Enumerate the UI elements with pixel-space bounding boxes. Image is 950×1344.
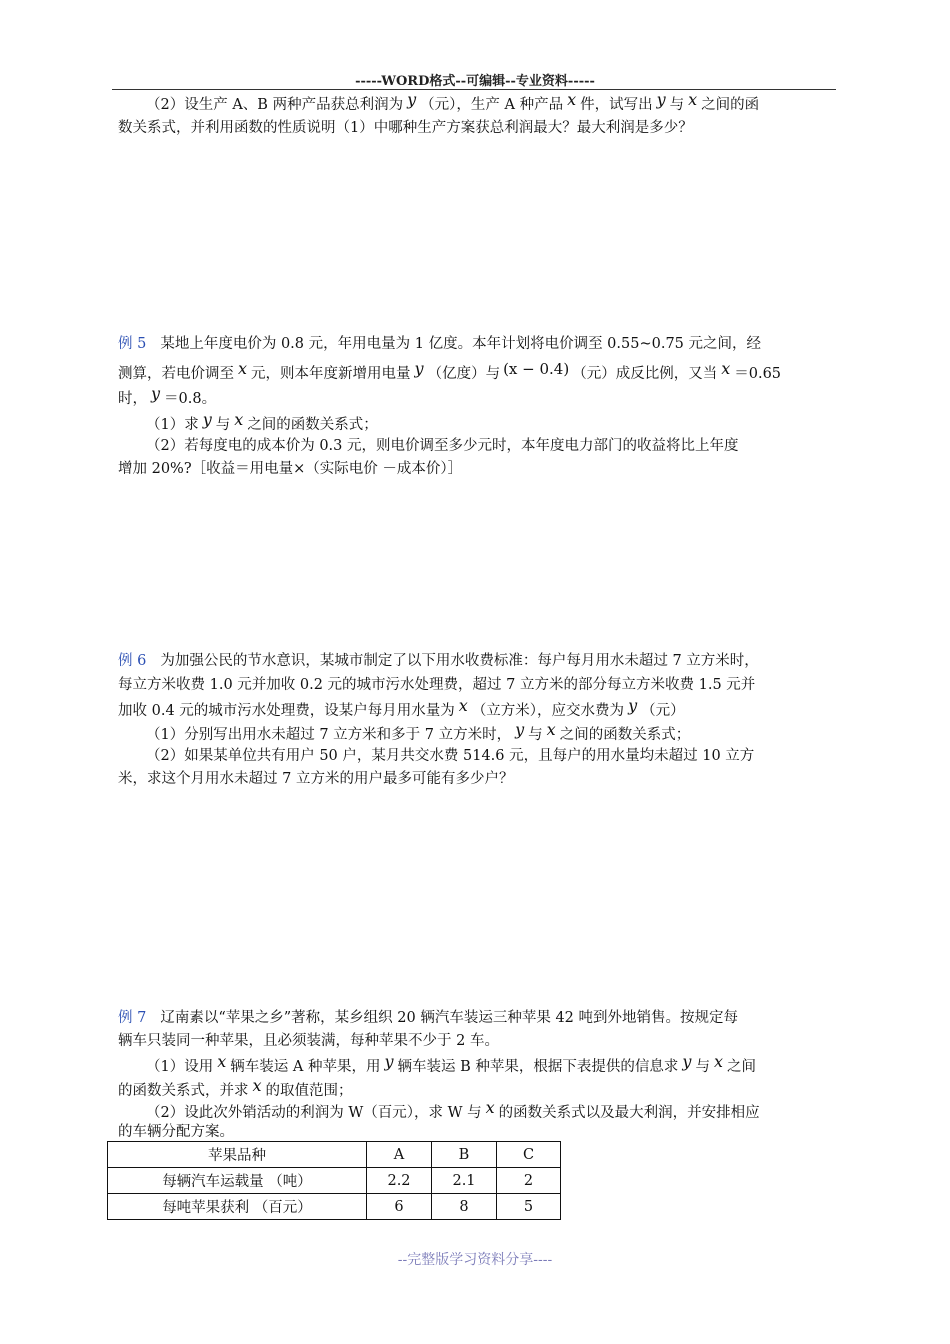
table-cell: 2.1 — [432, 1168, 497, 1194]
text: 之间的函数关系式； — [559, 727, 691, 743]
text: 辆车装运 A 种苹果，用 — [230, 1059, 381, 1075]
var-x: x — [721, 359, 731, 378]
table-cell: 6 — [367, 1194, 432, 1220]
page-header: -----WORD格式--可编辑--专业资料----- — [355, 74, 595, 89]
var-x: x — [458, 696, 468, 715]
var-x: x — [238, 359, 248, 378]
ex5-line2 — [118, 359, 836, 384]
page-footer: --完整版学习资料分享---- — [397, 1252, 553, 1268]
var-y: y — [202, 410, 212, 429]
text: 与 — [528, 727, 543, 743]
prev-q2-line1 — [146, 90, 836, 115]
text: 之间 — [726, 1059, 756, 1075]
var-y: y — [384, 1052, 394, 1071]
text: 时， — [118, 391, 147, 407]
text: （1）分别写出用水未超过 7 立方米和多于 7 立方米时， — [146, 727, 512, 743]
var-y: y — [515, 720, 525, 739]
ex6-q2-line2: 米，求这个月用水未超过 7 立方米的用户最多可能有多少户？ — [118, 771, 514, 787]
table-cell: 2 — [497, 1168, 561, 1194]
table-cell: 每辆汽车运载量 （吨） — [108, 1168, 367, 1194]
var-y: y — [151, 384, 161, 403]
text: （元） — [641, 703, 685, 719]
var-y: y — [414, 359, 424, 378]
prev-q2-line2: 数关系式，并利用函数的性质说明（1）中哪种生产方案获总利润最大？最大利润是多少？ — [118, 120, 693, 136]
var-x: x — [485, 1098, 495, 1117]
ex6-line3 — [118, 696, 836, 721]
table-cell: 每吨苹果获利 （百元） — [108, 1194, 367, 1220]
ex5-q2-line1: （2）若每度电的成本价为 0.3 元，则电价调至多少元时，本年度电力部门的收益将比上年度 — [146, 438, 739, 454]
ex6-line1 — [118, 651, 836, 671]
table-header-cell: 苹果品种 — [108, 1142, 367, 1168]
text: 元，则本年度新增用电量 — [251, 366, 411, 382]
text: 件，试写出 — [580, 97, 653, 113]
ex5-q2-line2: 增加 20%?［收益＝用电量×（实际电价 －成本价）］ — [118, 461, 463, 477]
text: ＝0.65 — [734, 366, 782, 382]
text: （1）求 — [146, 417, 199, 433]
text: （元）成反比例，又当 — [572, 366, 718, 382]
text: 的取值范围； — [265, 1083, 353, 1099]
var-y: y — [407, 90, 417, 109]
text: 与 — [215, 417, 231, 433]
var-x: x — [688, 90, 698, 109]
text: 之间的函 — [701, 97, 760, 113]
table-header-cell: A — [367, 1142, 432, 1168]
text: 的函数关系式以及最大利润，并安排相应 — [498, 1105, 760, 1121]
ex7-q2-line2: 的车辆分配方案。 — [118, 1124, 234, 1140]
apple-table — [107, 1141, 561, 1220]
text: 加收 0.4 元的城市污水处理费，设某户每月用水量为 — [118, 703, 455, 719]
table-cell: 8 — [432, 1194, 497, 1220]
text: （2）设此次外销活动的利润为 W（百元），求 W 与 — [146, 1105, 482, 1121]
text: 为加强公民的节水意识，某城市制定了以下用水收费标准：每户每月用水未超过 7 立方米时， — [160, 653, 759, 669]
ex7-line1 — [118, 1008, 836, 1028]
table-row — [108, 1168, 561, 1194]
ex7-label: 例 7 — [118, 1010, 147, 1026]
text: 与 — [669, 97, 685, 113]
text: 测算，若电价调至 — [118, 366, 234, 382]
table-cell: 2.2 — [367, 1168, 432, 1194]
var-x: x — [713, 1052, 723, 1071]
table-header-cell: B — [432, 1142, 497, 1168]
ex6-q1 — [146, 720, 836, 745]
var-x: x — [234, 410, 244, 429]
ex5-line3 — [118, 384, 836, 409]
ex6-label: 例 6 — [118, 653, 147, 669]
var-x: x — [546, 720, 556, 739]
text: 辽南素以“苹果之乡”著称，某乡组织 20 辆汽车装运三种苹果 42 吨到外地销售。按规定每 — [160, 1010, 739, 1026]
table-header-cell: C — [497, 1142, 561, 1168]
text: ＝0.8。 — [164, 391, 217, 407]
text: （元），生产 A 种产品 — [420, 97, 564, 113]
text: （亿度）与 — [427, 366, 501, 382]
ex6-line2: 每立方米收费 1.0 元并加收 0.2 元的城市污水处理费，超过 7 立方米的部分每立方米收费 1.5 元并 — [118, 677, 756, 693]
header-rule — [112, 89, 836, 90]
ex7-line2: 辆车只装同一种苹果，且必须装满，每种苹果不少于 2 车。 — [118, 1033, 499, 1049]
var-x: x — [567, 90, 577, 109]
ex5-q1 — [146, 410, 836, 435]
ex7-q1-line1 — [146, 1052, 836, 1077]
ex6-q2-line1: （2）如果某单位共有用户 50 户，某月共交水费 514.6 元，且每户的用水量均未超过 10 立方 — [146, 748, 755, 764]
text: 之间的函数关系式； — [247, 417, 378, 433]
var-x: x — [217, 1052, 227, 1071]
var-y: y — [682, 1052, 692, 1071]
text: 与 — [695, 1059, 710, 1075]
text: （2）设生产 A、B 两种产品获总利润为 — [146, 97, 404, 113]
text: （立方米），应交水费为 — [471, 703, 625, 719]
ex7-q1-line2 — [118, 1076, 836, 1101]
ex7-q2-line1 — [146, 1098, 836, 1123]
text: 的函数关系式，并求 — [118, 1083, 249, 1099]
math-expression: (x − 0.4) — [503, 360, 570, 378]
var-y: y — [628, 696, 638, 715]
text: 辆车装运 B 种苹果，根据下表提供的信息求 — [397, 1059, 679, 1075]
table-row — [108, 1194, 561, 1220]
var-y: y — [656, 90, 666, 109]
text: 某地上年度电价为 0.8 元，年用电量为 1 亿度。本年计划将电价调至 0.55~0.75 元之间，经 — [160, 336, 762, 352]
var-x: x — [252, 1076, 262, 1095]
table-cell: 5 — [497, 1194, 561, 1220]
ex5-line1 — [118, 334, 836, 354]
table-header-row — [108, 1142, 561, 1168]
ex5-label: 例 5 — [118, 336, 147, 352]
text: （1）设用 — [146, 1059, 214, 1075]
